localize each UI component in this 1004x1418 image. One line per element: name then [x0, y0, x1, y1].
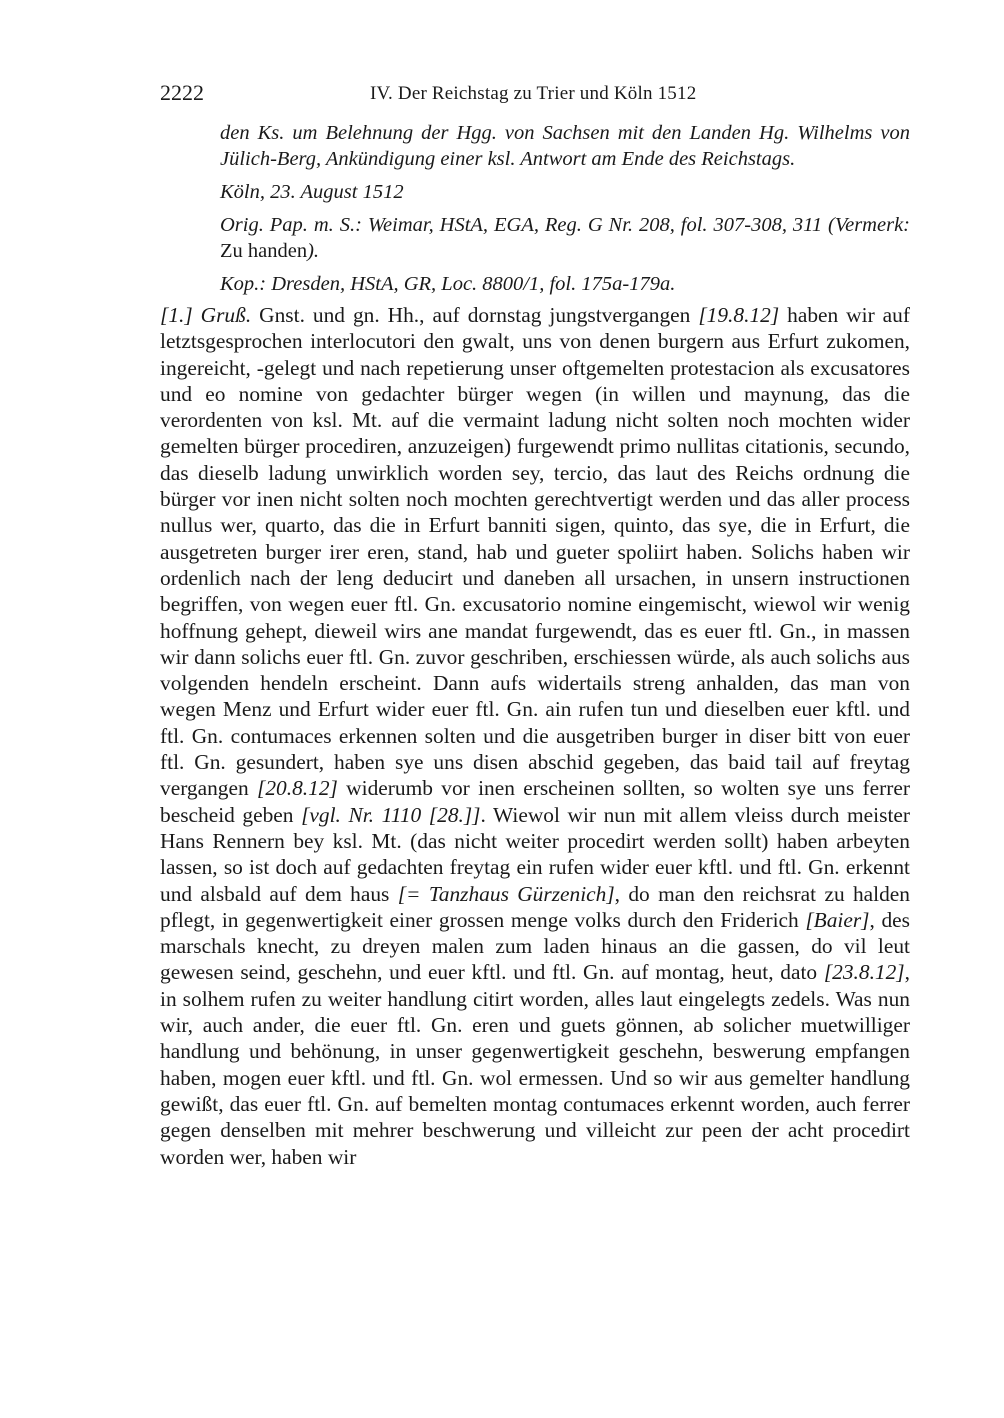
- vermerk-note: Zu handen: [220, 240, 308, 262]
- letter-body: [160, 302, 910, 1170]
- date-annotation: [20.8.12]: [257, 776, 338, 801]
- body-text-segment: , des marschals knecht, zu dreyen malen zum laden hinaus an die gassen, do vil leut gewesen seind, geschehn, und euer kftl. und ftl. Gn. auf montag, heut, dato: [160, 907, 910, 985]
- editorial-annotation: [= Tanzhaus Gürzenich]: [397, 881, 615, 906]
- original-source-close: ).: [307, 240, 320, 262]
- regest-summary: den Ks. um Belehnung der Hgg. von Sachsen mit den Landen Hg. Wilhelms von Jülich-Berg, Ankündigung einer ksl. Antwort am Ende des Reichstags.: [220, 122, 910, 170]
- cross-reference: [vgl. Nr. 1110 [28.]]: [301, 802, 481, 827]
- original-source: [220, 212, 910, 264]
- date-annotation: [19.8.12]: [698, 303, 780, 327]
- body-text-segment: widerumb vor inen erscheinen sollten, so wolten sye uns ferrer bescheid geben: [160, 776, 910, 827]
- body-text-segment: . Wiewol wir nun mit allem vleiss durch meister Hans Rennern bey ksl. Mt. (das nicht weiter procedirt werden sollt) haben arbeyten lassen, so ist doch auf gedachten freytag ein rufen wider euer kftl. und ftl. Gn. erkennt und alsbald auf dem haus: [160, 802, 911, 906]
- original-source-citation: Orig. Pap. m. S.: Weimar, HStA, EGA, Reg. G Nr. 208, fol. 307-308, 311 (Vermerk:: [220, 214, 910, 236]
- body-text-segment: , in solhem rufen zu weiter handlung citirt worden, alles laut eingelegts zedels. Was nun wir, auch ander, die euer ftl. Gn. eren und guets gönnen, ab solicher muetwilliger handlung und behönung, in unser gegenwertigkeit geschehn, beswerung empfangen haben, mogen euer kftl. und ftl. Gn. wol ermessen. Und so wir aus gemelter handlung gewißt, das euer ftl. Gn. auf bemelten montag contumaces erkennt worden, auch ferrer gegen denselben mit mehrer beschwerung und villeicht zur peen der acht procedirt worden wer, haben wir: [160, 960, 910, 1169]
- body-text-segment: haben wir auf letztsgesprochen interlocutori den gwalt, uns von denen burgern aus Erfurt zukomen, ingereicht, -gelegt und nach repetierung unser oftgemelten protestacion als excusatores und eo nomine von gedachter bürger wegen (in willen und maynung, das die verordenten von ksl. Mt. auf die vermaint ladung nicht solten noch mochten wider gemelten bürger procediren, anzuzeigen) furgewendt primo nullitas citationis, secundo, das dieselb ladung unwirklich worden sey, tercio, das laut des Reichs ordnung die bürger vor inen nicht solten noch mochten gerechtvertigt werden und das aller process nullus wer, quarto, das die in Erfurt banniti sigen, quinto, das sye, die in Erfurt, die ausgetreten burger irer eren, stand, hab und gueter spoliirt haben. Solichs haben wir ordenlich nach der leng deducirt und daneben all ursachen, in unsern instructionen begriffen, von wegen euer ftl. Gn. excusatorio nomine eingemischt, wiewol wir wenig hoffnung gehept, dieweil wirs ane mandat furgewendt, das es euer ftl. Gn., in massen wir dann solichs euer ftl. Gn. zuvor geschriben, erschiessen würde, als auch solichs aus volgenden hendeln erscheint. Dann aufs widertails streng anhalden, das man von wegen Menz und Erfurt wider euer ftl. Gn. ain rufen tun und dieselben euer kftl. und ftl. Gn. contumaces erkennen solten und die ausgetriben burger in diser bitt von euer ftl. Gn. gesundert, haben sye uns disen abschid gegeben, das baid tail auf freytag vergangen: [160, 303, 910, 801]
- editorial-annotation: [Baier]: [805, 907, 870, 932]
- body-text-segment: , do man den reichsrat zu halden pflegt, in gegenwertigkeit einer grossen menge volks durch den Friderich: [160, 881, 910, 932]
- date-annotation: [23.8.12]: [823, 960, 905, 985]
- section-heading: [1.] Gruß.: [160, 303, 252, 327]
- body-text-segment: Gnst. und gn. Hh., auf dornstag jungstvergangen: [251, 303, 699, 327]
- page-number: 2222: [160, 80, 204, 105]
- copy-source: Kop.: Dresden, HStA, GR, Loc. 8800/1, fol. 175a-179a.: [220, 273, 676, 295]
- running-title: IV. Der Reichstag zu Trier und Köln 1512: [370, 83, 697, 104]
- place-date: Köln, 23. August 1512: [220, 181, 404, 203]
- document-regest: [220, 120, 910, 304]
